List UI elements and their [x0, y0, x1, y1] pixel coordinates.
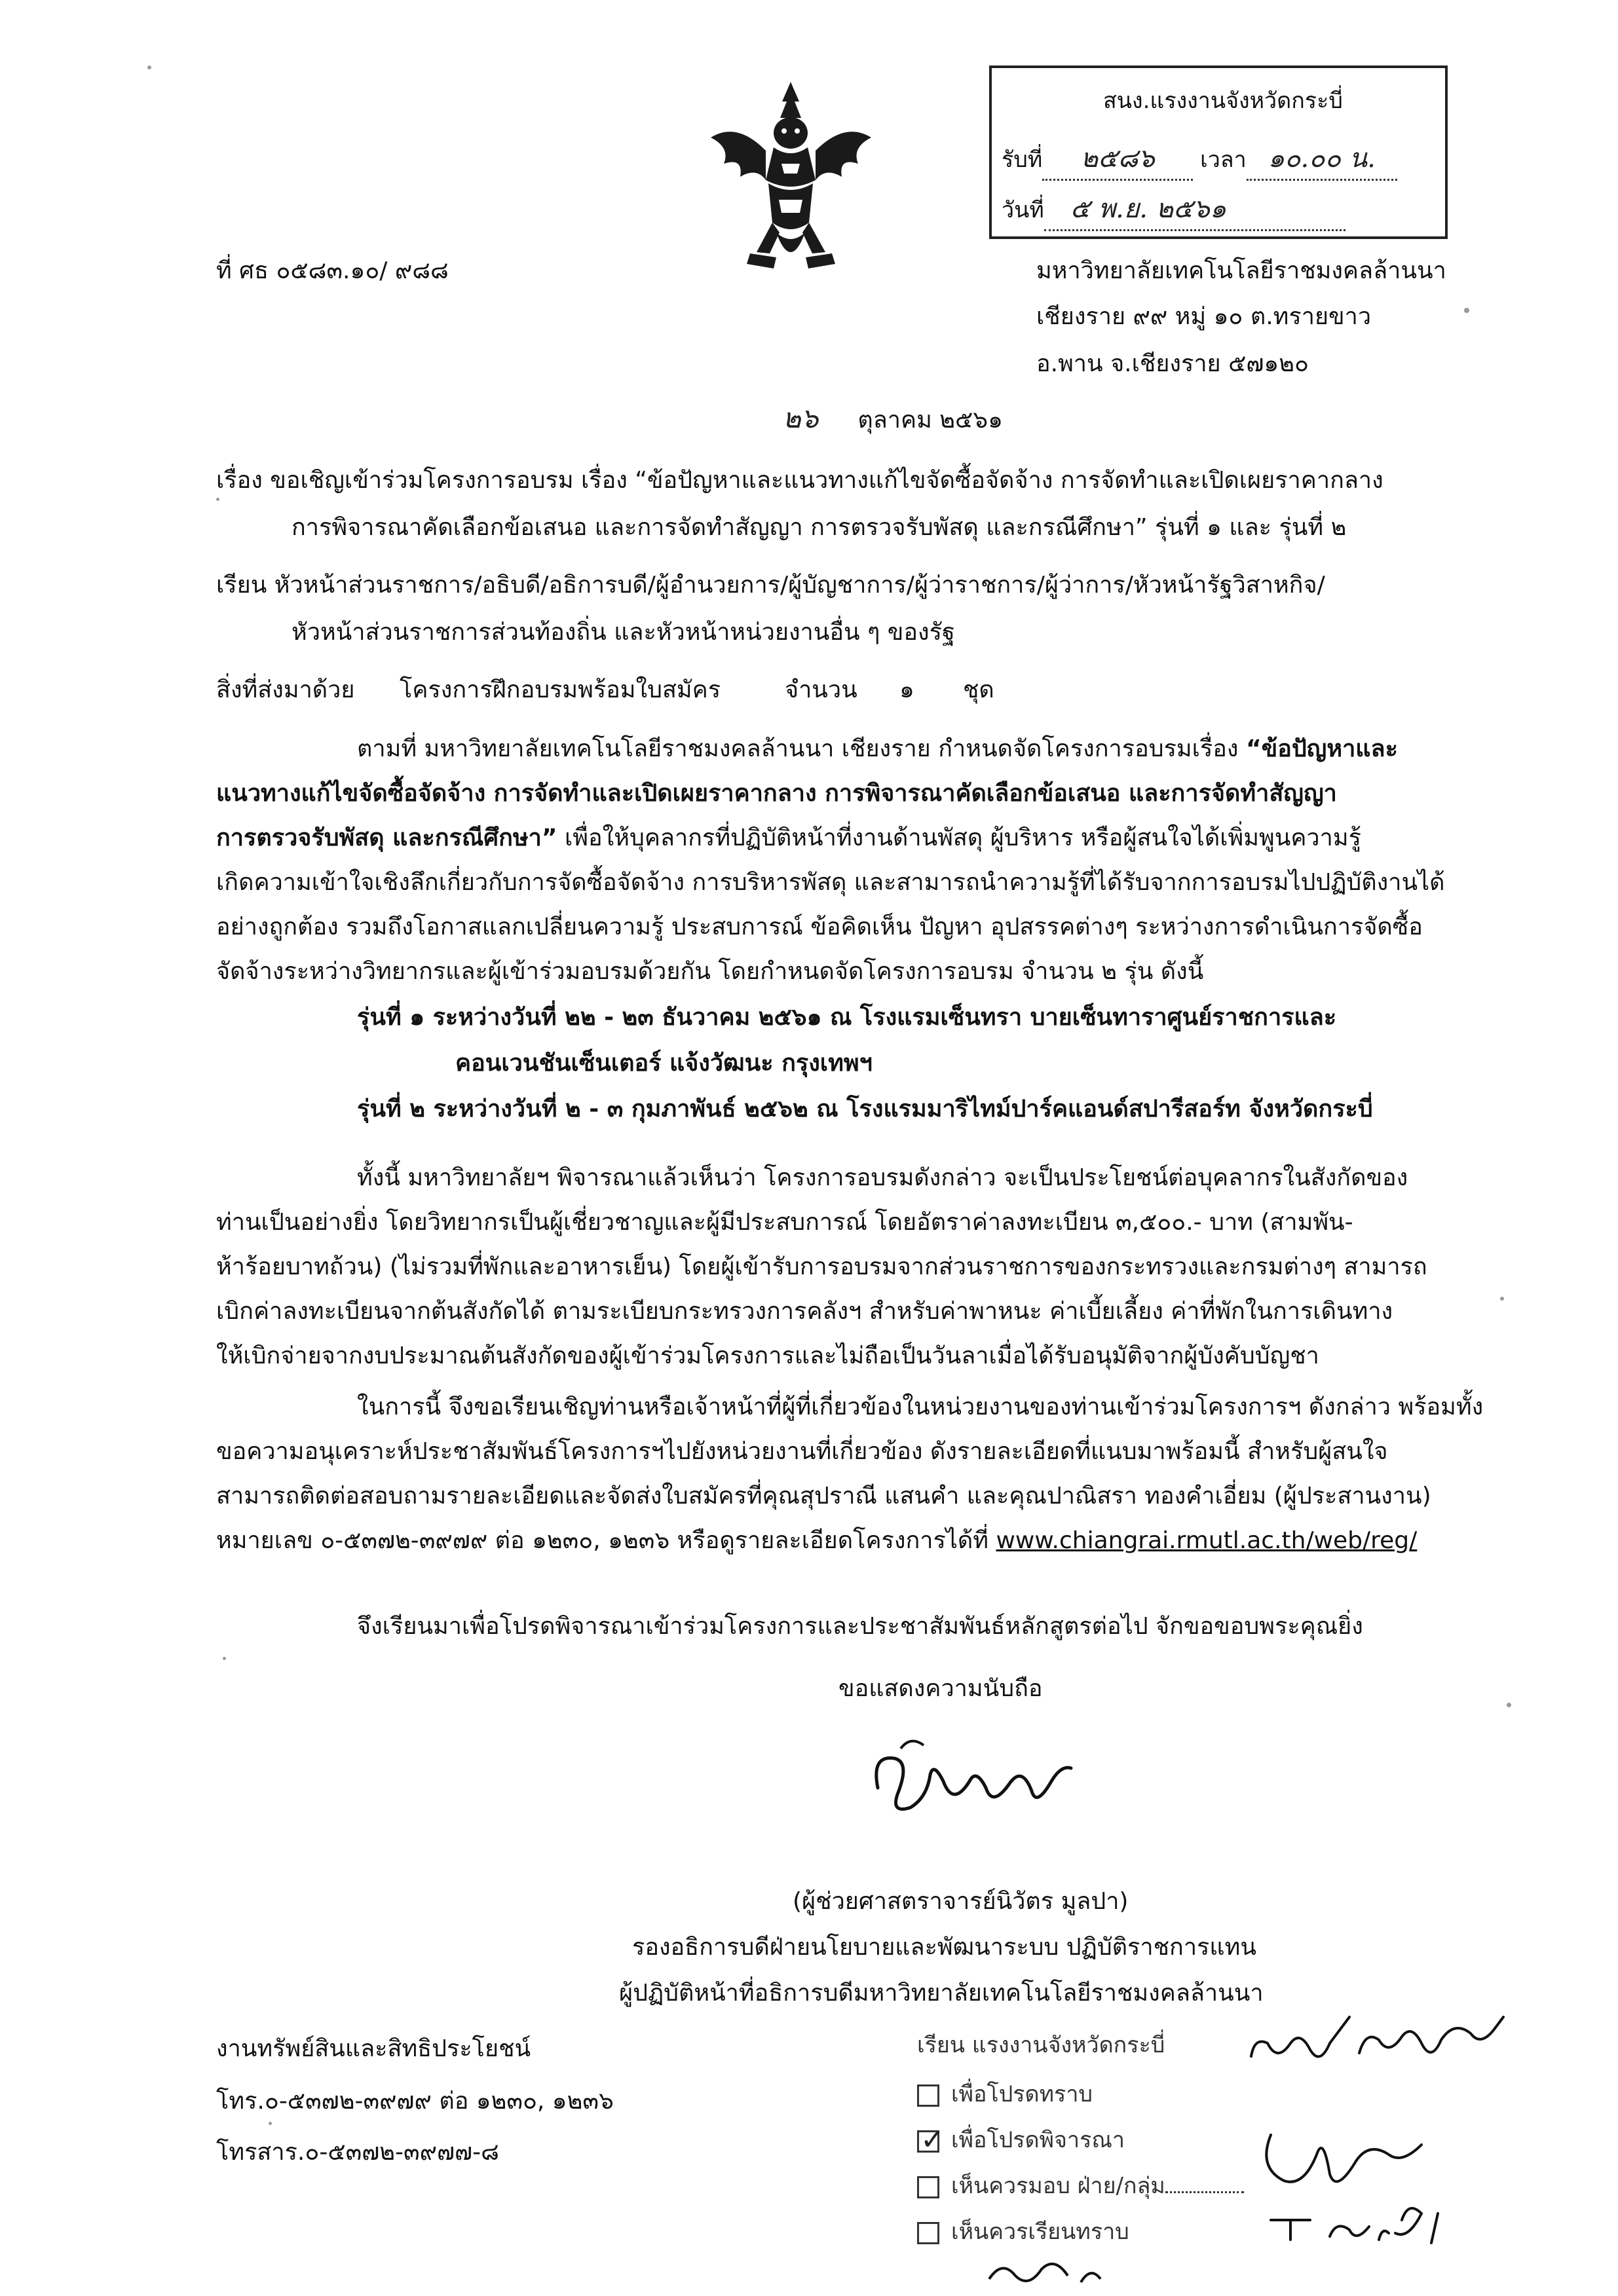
- checkbox-notify[interactable]: [917, 2084, 939, 2107]
- paragraph-3: [216, 1385, 1483, 1563]
- enclosure-item: โครงการฝึกอบรมพร้อมใบสมัคร: [400, 676, 721, 703]
- routing-opt-1[interactable]: เพื่อโปรดทราบ: [917, 2076, 1093, 2111]
- para3-line2: ขอความอนุเคราะห์ประชาสัมพันธ์โครงการฯไปยังหน่วยงานที่เกี่ยวข้อง ดังรายละเอียดที่แนบมาพร้อมนี้ สำหรับผู้สนใจ: [216, 1438, 1388, 1465]
- enclosure-qty-label: จำนวน: [785, 676, 857, 703]
- subject-line-1: เรื่อง ขอเชิญเข้าร่วมโครงการอบรม เรื่อง “ข้อปัญหาและแนวทางแก้ไขจัดซื้อจัดจ้าง การจัดทำและเปิดเผยราคากลาง: [216, 467, 1383, 494]
- paragraph-1: [216, 727, 1445, 994]
- para1-line1: ตามที่ มหาวิทยาลัยเทคโนโลยีราชมงคลล้านนา เชียงราย กำหนดจัดโครงการอบรมเรื่อง: [357, 735, 1246, 762]
- garuda-emblem-icon: [711, 82, 871, 272]
- para1-line1-bold: “ข้อปัญหาและ: [1245, 735, 1398, 762]
- addressee-line-2: หัวหน้าส่วนราชการส่วนท้องถิ่น และหัวหน้าหน่วยงานอื่น ๆ ของรัฐ: [292, 619, 955, 646]
- regards: ขอแสดงความนับถือ: [838, 1675, 1043, 1702]
- signer-position-2: ผู้ปฏิบัติหน้าที่อธิการบดีมหาวิทยาลัยเทคโนโลยีราชมงคลล้านนา: [619, 1980, 1264, 2007]
- date-day: ๒๖: [783, 402, 819, 434]
- stamp-date-row: [1002, 187, 1345, 231]
- signer-position-1: รองอธิการบดีฝ่ายนโยบายและพัฒนาระบบ ปฏิบัติราชการแทน: [632, 1934, 1256, 1961]
- org-line-1: มหาวิทยาลัยเทคโนโลยีราชมงคลล้านนา: [1036, 257, 1446, 284]
- registration-link[interactable]: www.chiangrai.rmutl.ac.th/web/reg/: [996, 1527, 1418, 1554]
- para1-line6: จัดจ้างระหว่างวิทยากรและผู้เข้าร่วมอบรมด้วยกัน โดยกำหนดจัดโครงการอบรม จำนวน ๒ รุ่น ดังนี้: [216, 958, 1204, 985]
- para2-line5: ให้เบิกจ่ายจากงบประมาณต้นสังกัดของผู้เข้าร่วมโครงการและไม่ถือเป็นวันลาเมื่อได้รับอนุมัติจากผู้บังคับบัญชา: [216, 1342, 1319, 1369]
- para1-line3-bold: การตรวจรับพัสดุ และกรณีศึกษา”: [216, 824, 557, 851]
- routing-opt-3[interactable]: เห็นควรมอบ ฝ่าย/กลุ่ม: [917, 2168, 1244, 2203]
- addressee-line-1: เรียน หัวหน้าส่วนราชการ/อธิบดี/อธิการบดี/ผู้อำนวยการ/ผู้บัญชาการ/ผู้ว่าราชการ/ผู้ว่าการ/หัวหน้ารัฐวิสาหกิจ/: [216, 572, 1325, 599]
- org-line-2: เชียงราย ๙๙ หมู่ ๑๐ ต.ทรายขาว: [1036, 303, 1372, 330]
- stamp-time-label: เวลา: [1200, 147, 1247, 173]
- stamp-time-val: ๑๐.๐๐ น.: [1268, 143, 1376, 174]
- subject-line-2: การพิจารณาคัดเลือกข้อเสนอ และการจัดทำสัญญา การตรวจรับพัสดุ และกรณีศึกษา” รุ่นที่ ๑ และ รุ่นที่ ๒: [292, 514, 1347, 541]
- para3-line4: หมายเลข ๐-๕๓๗๒-๓๙๗๙ ต่อ ๑๒๓๐, ๑๒๓๖ หรือดูรายละเอียดโครงการได้ที่: [216, 1527, 996, 1554]
- para3-line3: สามารถติดต่อสอบถามรายละเอียดและจัดส่งใบสมัครที่คุณสุปราณี แสนคำ และคุณปาณิสรา ทองคำเอี่ยม (ผู้ประสานงาน): [216, 1483, 1431, 1509]
- contact-dept: งานทรัพย์สินและสิทธิประโยชน์: [216, 2035, 531, 2062]
- checkbox-inform[interactable]: [917, 2222, 939, 2244]
- stamp-org: สนง.แรงงานจังหวัดกระบี่: [1103, 88, 1343, 114]
- checkbox-assign[interactable]: [917, 2176, 939, 2198]
- enclosure-label: สิ่งที่ส่งมาด้วย: [216, 676, 355, 703]
- contact-tel: โทร.๐-๕๓๗๒-๓๙๗๙ ต่อ ๑๒๓๐, ๑๒๓๖: [216, 2088, 614, 2115]
- routing-opt-2[interactable]: ✓เพื่อโปรดพิจารณา: [917, 2122, 1125, 2157]
- para2-line3: ห้าร้อยบาทถ้วน) (ไม่รวมที่พักและอาหารเย็น) โดยผู้เข้ารับการอบรมจากส่วนราชการของกระทรวงและกรมต่างๆ สามารถ: [216, 1253, 1427, 1280]
- closing-line: จึงเรียนมาเพื่อโปรดพิจารณาเข้าร่วมโครงการและประชาสัมพันธ์หลักสูตรต่อไป จักขอขอบพระคุณยิ่ง: [357, 1613, 1363, 1640]
- contact-fax: โทรสาร.๐-๕๓๗๒-๓๙๗๗-๘: [216, 2139, 499, 2166]
- stamp-date-label: วันที่: [1002, 197, 1044, 223]
- session-1-line-1: รุ่นที่ ๑ ระหว่างวันที่ ๒๒ - ๒๓ ธันวาคม ๒๕๖๑ ณ โรงแรมเซ็นทรา บายเซ็นทาราศูนย์ราชการและ: [357, 1004, 1337, 1031]
- receiving-stamp: [989, 65, 1448, 239]
- enclosure-qty: ๑: [899, 676, 914, 703]
- para2-line4: เบิกค่าลงทะเบียนจากต้นสังกัดได้ ตามระเบียบกระทรวงการคลังฯ สำหรับค่าพาหนะ ค่าเบี้ยเลี้ยง ค่าที่พักในการเดินทาง: [216, 1298, 1393, 1325]
- handwritten-initials-image: [983, 2253, 1127, 2292]
- paragraph-2: [216, 1156, 1427, 1379]
- para2-line1: ทั้งนี้ มหาวิทยาลัยฯ พิจารณาแล้วเห็นว่า โครงการอบรมดังกล่าว จะเป็นประโยชน์ต่อบุคลากรในสังกัดของ: [357, 1164, 1408, 1191]
- routing-opt-4[interactable]: เห็นควรเรียนทราบ: [917, 2213, 1129, 2249]
- para1-line2: แนวทางแก้ไขจัดซื้อจัดจ้าง การจัดทำและเปิดเผยราคากลาง การพิจารณาคัดเลือกข้อเสนอ และการจัดทำสัญญา: [216, 780, 1337, 807]
- signature-image: [865, 1729, 1101, 1840]
- para1-line4: เกิดความเข้าใจเชิงลึกเกี่ยวกับการจัดซื้อจัดจ้าง การบริหารพัสดุ และสามารถนำความรู้ที่ได้รับจากการอบรมไปปฏิบัติงานได้: [216, 869, 1445, 896]
- session-1-line-2: คอนเวนชันเซ็นเตอร์ แจ้งวัฒนะ กรุงเทพฯ: [455, 1050, 873, 1077]
- para2-line2: ท่านเป็นอย่างยิ่ง โดยวิทยากรเป็นผู้เชี่ยวชาญและผู้มีประสบการณ์ โดยอัตราค่าลงทะเบียน ๓,๕๐๐.- บาท (สามพัน-: [216, 1209, 1353, 1236]
- stamp-recv-label: รับที่: [1002, 147, 1043, 173]
- para3-line1: ในการนี้ จึงขอเรียนเชิญท่านหรือเจ้าหน้าที่ผู้ที่เกี่ยวข้องในหน่วยงานของท่านเข้าร่วมโครงการฯ ดังกล่าว พร้อมทั้ง: [357, 1394, 1484, 1420]
- routing-header: เรียน แรงงานจังหวัดกระบี่: [917, 2032, 1165, 2058]
- stamp-receive-row: [1002, 137, 1397, 181]
- stamp-date-val: ๕ พ.ย. ๒๕๖๑: [1070, 194, 1227, 224]
- session-2: รุ่นที่ ๒ ระหว่างวันที่ ๒ - ๓ กุมภาพันธ์ ๒๕๖๒ ณ โรงแรมมาริไทม์ปาร์คแอนด์สปารีสอร์ท จังหวัดกระบี่: [357, 1096, 1373, 1122]
- document-number: ที่ ศธ ๐๕๘๓.๑๐/ ๙๘๘: [216, 257, 449, 284]
- org-line-3: อ.พาน จ.เชียงราย ๕๗๑๒๐: [1036, 350, 1309, 377]
- date-month-year: ตุลาคม ๒๕๖๑: [857, 407, 1003, 434]
- para1-line5: อย่างถูกต้อง รวมถึงโอกาสแลกเปลี่ยนความรู้ ประสบการณ์ ข้อคิดเห็น ปัญหา อุปสรรคต่างๆ ระหว่างการดำเนินการจัดซื้อ: [216, 914, 1423, 940]
- signer-name: (ผู้ช่วยศาสตราจารย์นิวัตร มูลปา): [793, 1888, 1129, 1915]
- checkbox-consider[interactable]: [917, 2130, 939, 2153]
- letter-date: [783, 399, 1003, 439]
- para1-line3: เพื่อให้บุคลากรที่ปฏิบัติหน้าที่งานด้านพัสดุ ผู้บริหาร หรือผู้สนใจได้เพิ่มพูนความรู้: [557, 824, 1361, 851]
- stamp-recv-no: ๒๕๘๖: [1080, 143, 1155, 174]
- enclosure-unit: ชุด: [963, 676, 994, 703]
- handwritten-notes-image: [1245, 2004, 1526, 2279]
